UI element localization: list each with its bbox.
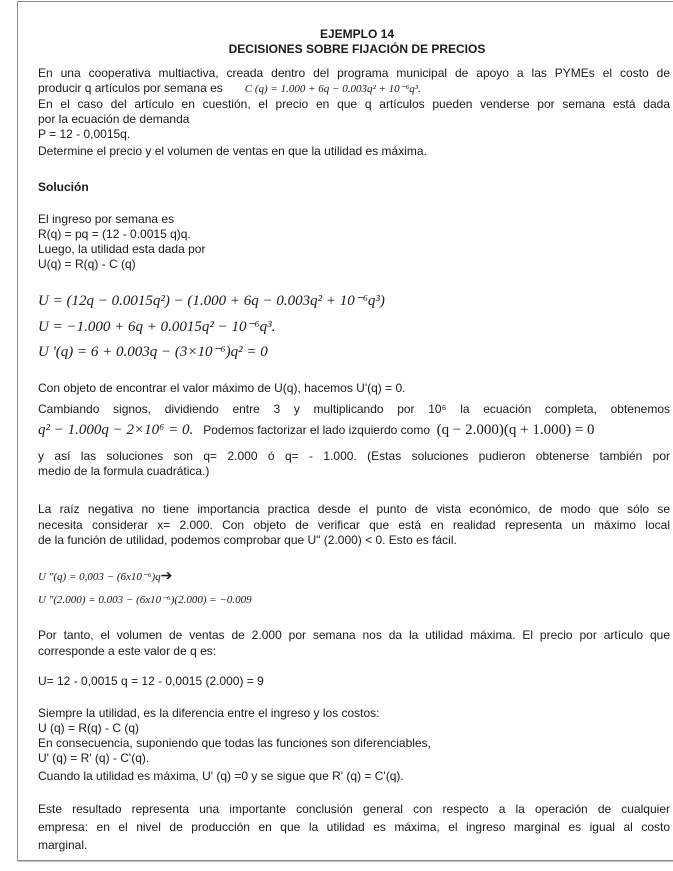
conclusion-line: Este resultado representa una importante conclusión general con respecto a la operación de cualquier	[38, 802, 670, 816]
cost-formula: C (q) = 1.000 + 6q − 0.003q² + 10⁻⁶q³.	[244, 83, 421, 95]
statement-line: por la ecuación de demanda	[38, 112, 190, 126]
demand-equation: P = 12 - 0,0015q.	[38, 127, 131, 141]
solution-line	[38, 423, 670, 437]
solution-line: U' (q) = R' (q) - C'(q).	[38, 751, 150, 765]
solution-heading: Solución	[38, 180, 89, 194]
equation-second-derivative-value: U ''(2.000) = 0.003 − (6x10⁻⁶)(2.000) = −0.009	[38, 594, 252, 606]
statement-question: Determine el precio y el volumen de ventas en que la utilidad es máxima.	[38, 144, 427, 158]
solution-line: Cuando la utilidad es máxima, U' (q) =0 y se sigue que R' (q) = C'(q).	[38, 769, 404, 783]
factor-text: Podemos factorizar el lado izquierdo como	[203, 423, 430, 437]
solution-line: El ingreso por semana es	[38, 212, 175, 226]
solution-line: de la función de utilidad, podemos comprobar que U" (2.000) < 0. Esto es fácil.	[38, 533, 457, 547]
example-title: EJEMPLO 14	[319, 27, 395, 41]
statement-line	[38, 81, 670, 96]
solution-line: Por tanto, el volumen de ventas de 2.000 por semana nos da la utilidad máxima. El precio por artículo que	[38, 628, 670, 642]
equation-utility-simplified: U = −1.000 + 6q + 0.0015q² − 10⁻⁶q³.	[38, 319, 276, 335]
equation-factored: (q − 2.000)(q + 1.000) = 0	[436, 422, 595, 438]
statement-line: En el caso del artículo en cuestión, el precio en que q artículos pueden venderse por semana está dada	[38, 97, 670, 111]
equation-quadratic: q² − 1.000q − 2×10⁶ = 0.	[38, 422, 194, 438]
arrow-icon: ➔	[160, 569, 173, 584]
price-calculation: U= 12 - 0,0015 q = 12 - 0,0015 (2.000) = 9	[38, 674, 264, 688]
equation-derivative: U '(q) = 6 + 0.003q − (3×10⁻⁶)q² = 0	[38, 344, 268, 360]
solution-line: y así las soluciones son q= 2.000 ó q= - 1.000. (Estas soluciones pudieron obtenerse también por	[38, 449, 670, 463]
equation-second-derivative	[38, 570, 670, 584]
solution-line: Luego, la utilidad esta dada por	[38, 242, 206, 256]
solution-line: medio de la formula cuadrática.)	[38, 464, 210, 478]
solution-line: En consecuencia, suponiendo que todas las funciones son diferenciables,	[38, 736, 431, 750]
statement-line: En una cooperativa multiactiva, creada dentro del programa municipal de apoyo a las PYMEs el costo de	[38, 66, 670, 80]
solution-line: corresponde a este valor de q es:	[38, 644, 217, 658]
equation-utility: U = (12q − 0.0015q²) − (1.000 + 6q − 0.003q² + 10⁻⁶q³)	[38, 293, 385, 309]
conclusion-line: marginal.	[38, 838, 88, 852]
solution-line: R(q) = pq = (12 - 0.0015 q)q.	[38, 227, 191, 241]
solution-line: necesita considerar x= 2.000. Con objeto de verificar que está en realidad representa un máximo local	[38, 518, 670, 532]
solution-line: U (q) = R(q) - C (q)	[38, 721, 140, 735]
conclusion-line: empresa: en el nivel de producción en que la utilidad es máxima, el ingreso marginal es igual al costo	[38, 820, 670, 834]
solution-line: Cambiando signos, dividiendo entre 3 y multiplicando por 10⁶ la ecuación completa, obtenemos	[38, 402, 670, 416]
solution-line: Con objeto de encontrar el valor máximo de U(q), hacemos U'(q) = 0.	[38, 381, 406, 395]
second-derivative-text: U ''(q) = 0,003 − (6x10⁻⁶)q	[38, 571, 161, 583]
solution-line: La raíz negativa no tiene importancia practica desde el punto de vista económico, de modo que sólo se	[38, 502, 670, 516]
example-subtitle: DECISIONES SOBRE FIJACIÓN DE PRECIOS	[228, 42, 486, 56]
statement-text: producir q artículos por semana es	[38, 81, 223, 95]
solution-line: U(q) = R(q) - C (q)	[38, 257, 136, 271]
solution-line: Siempre la utilidad, es la diferencia entre el ingreso y los costos:	[38, 706, 380, 720]
